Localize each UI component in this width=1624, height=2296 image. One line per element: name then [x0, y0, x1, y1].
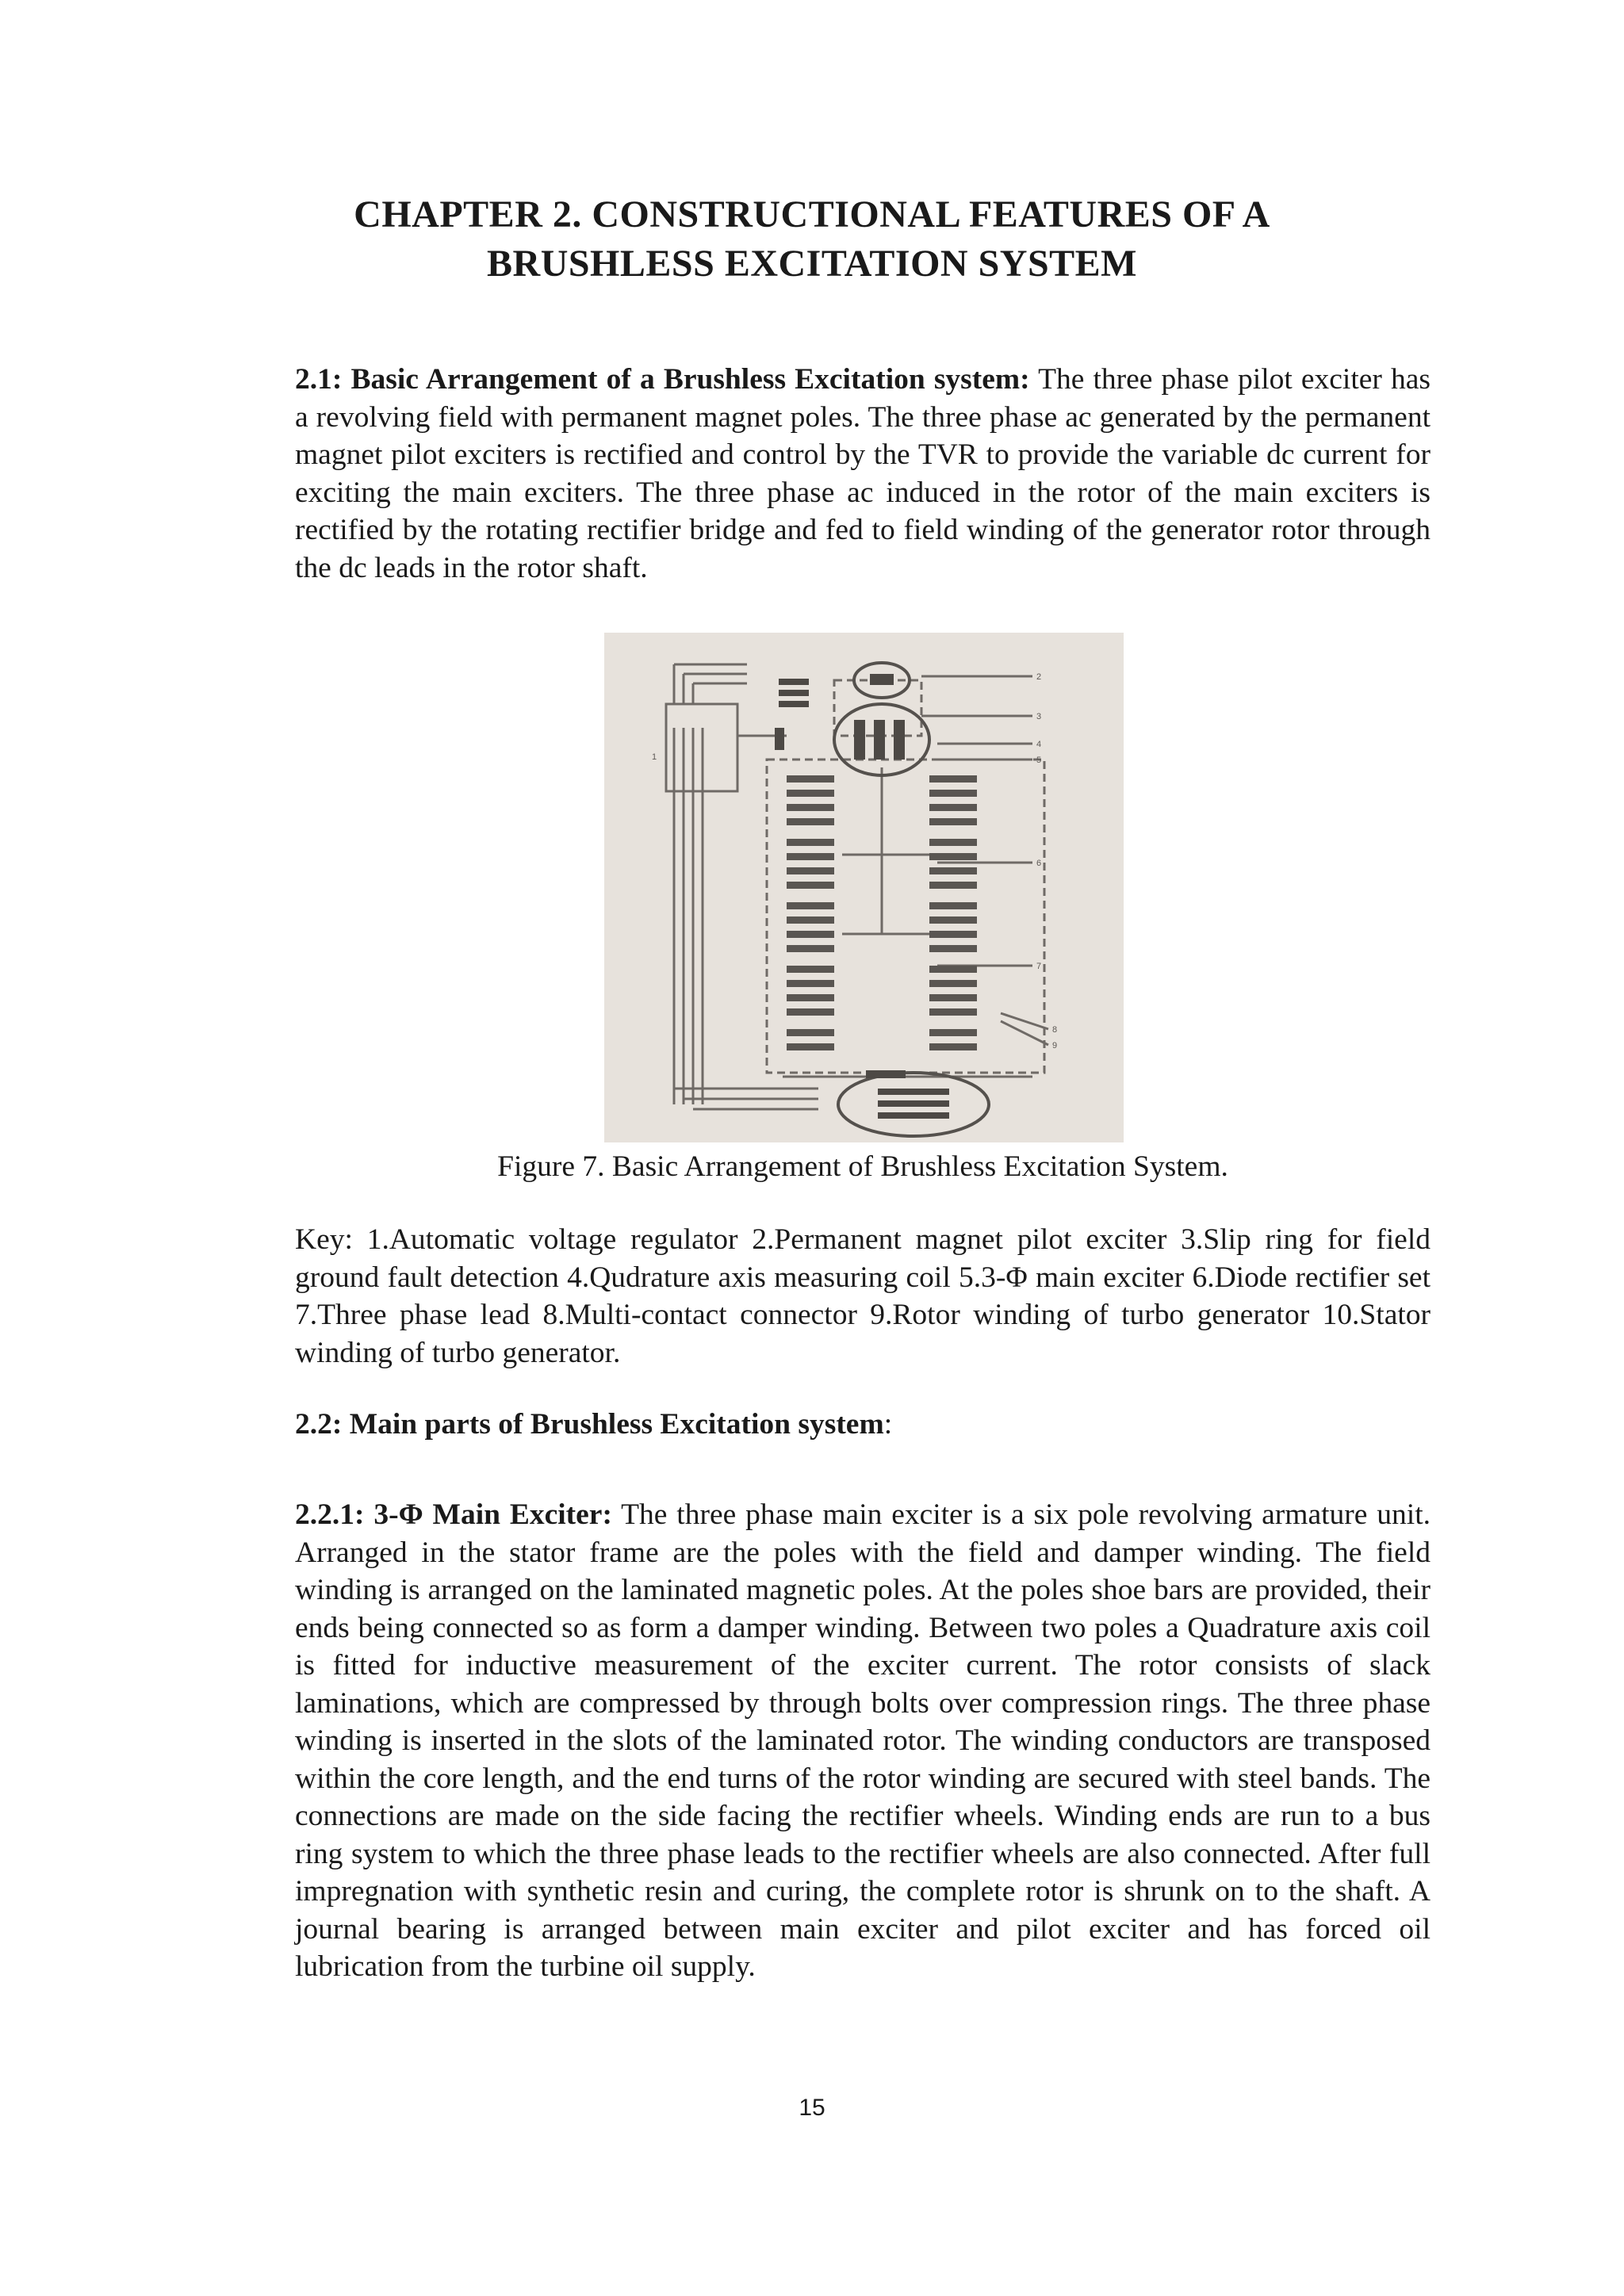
callout-7: 7: [1036, 962, 1042, 971]
brushless-excitation-schematic: [604, 633, 1124, 1142]
callout-1: 1: [652, 752, 657, 762]
section-2-2-1-paragraph: [295, 1496, 1431, 1986]
callout-9: 9: [1052, 1041, 1058, 1050]
section-2-2-1-heading: 2.2.1: 3-Φ Main Exciter:: [295, 1498, 612, 1531]
callout-2: 2: [1036, 672, 1042, 682]
callout-8: 8: [1052, 1025, 1058, 1035]
callout-5: 5: [1036, 756, 1042, 765]
section-2-1-paragraph: [295, 361, 1431, 587]
section-2-2-heading-text: 2.2: Main parts of Brushless Excitation system: [295, 1408, 884, 1441]
chapter-title-line-2: BRUSHLESS EXCITATION SYSTEM: [487, 243, 1137, 285]
figure-key: Key: 1.Automatic voltage regulator 2.Permanent magnet pilot exciter 3.Slip ring for field ground fault detection 4.Qudrature axis measuring coil 5.3-Φ main exciter 6.Diode rectifier set 7.Three phase lead 8.Multi-contact connector 9.Rotor winding of turbo generator 10.Stator winding of turbo generator.: [295, 1223, 1431, 1369]
section-2-2-heading-colon: :: [883, 1408, 893, 1441]
chapter-title: [295, 190, 1329, 289]
section-2-2-1-body: The three phase main exciter is a six pole revolving armature unit. Arranged in the stator frame are the poles with the field and damper winding. The field winding is arranged on the laminated magnetic poles. At the poles shoe bars are provided, their ends being connected so as form a damper winding. Between two poles a Quadrature axis coil is fitted for inductive measurement of the exciter current. The rotor consists of slack laminations, which are compressed by through bolts over compression rings. The three phase winding is inserted in the slots of the laminated rotor. The winding conductors are transposed within the core length, and the end turns of the rotor winding are secured with steel bands. The connections are made on the side facing the rectifier wheels. Winding ends are run to a bus ring system to which the three phase leads to the rectifier wheels are also connected. After full impregnation with synthetic resin and curing, the complete rotor is shrunk on to the shaft. A journal bearing is arranged between main exciter and pilot exciter and has forced oil lubrication from the turbine oil supply.: [295, 1498, 1431, 1983]
figure-7-diagram: [604, 633, 1124, 1142]
section-2-2-heading: [295, 1406, 892, 1444]
chapter-title-line-1: CHAPTER 2. CONSTRUCTIONAL FEATURES OF A: [354, 193, 1270, 235]
section-2-1-body: The three phase pilot exciter has a revolving field with permanent magnet poles. The three phase ac generated by the permanent magnet pilot exciters is rectified and control by the TVR to provide the variable dc current for exciting the main exciters. The three phase ac induced in the rotor of the main exciters is rectified by the rotating rectifier bridge and fed to field winding of the generator rotor through the dc leads in the rotor shaft.: [295, 363, 1431, 584]
page-number: 15: [799, 2095, 825, 2121]
figure-caption: Figure 7. Basic Arrangement of Brushless Excitation System.: [497, 1150, 1228, 1183]
callout-3: 3: [1036, 712, 1042, 721]
callout-4: 4: [1036, 740, 1042, 749]
callout-6: 6: [1036, 859, 1042, 868]
section-2-1-heading: 2.1: Basic Arrangement of a Brushless Excitation system:: [295, 363, 1030, 396]
